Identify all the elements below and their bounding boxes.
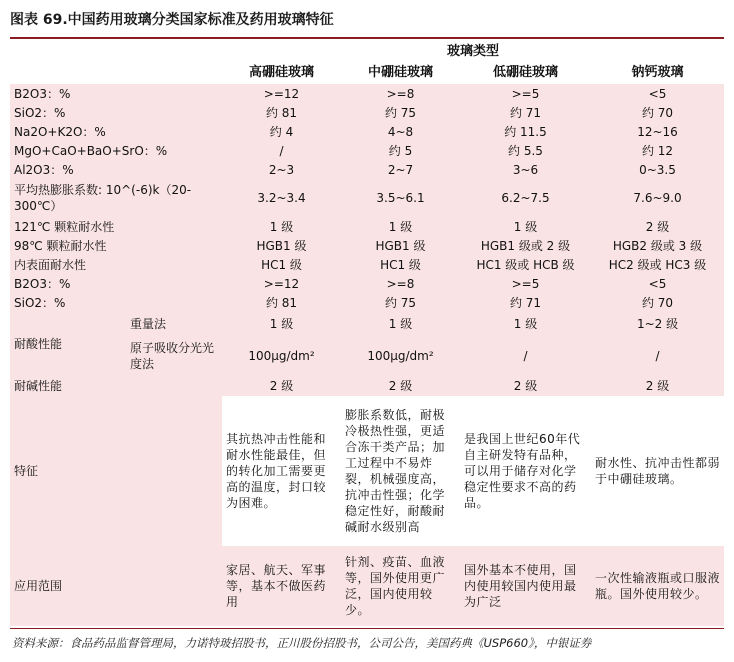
feature-text: 耐水性、抗冲击性都弱于中硼硅玻璃。 [591,396,724,546]
table-cell: 约 81 [222,293,341,312]
row-label: MgO+CaO+BaO+SrO：% [10,141,222,160]
table-row [10,84,724,103]
table-cell: 3.5~6.1 [341,179,460,217]
table-cell: / [460,336,591,376]
table-cell: 1 级 [222,217,341,236]
table-cell: 2 级 [341,376,460,396]
table-cell: 1 级 [460,312,591,336]
row-label: Na2O+K2O：% [10,122,222,141]
table-cell: 100μg/dm² [222,336,341,376]
column-header: 低硼硅玻璃 [492,65,558,80]
row-label: SiO2：% [10,293,222,312]
row-label: B2O3：% [10,274,222,293]
table-row [10,103,724,122]
table-cell: >=8 [341,84,460,103]
table-cell: 约 11.5 [460,122,591,141]
row-label: 特征 [10,396,222,546]
table-row [10,255,724,274]
table-row [10,236,724,255]
table-cell: 约 81 [222,103,341,122]
table-cell: 2~7 [341,160,460,179]
usage-text: 一次性输液瓶或口服液瓶。国外使用较少。 [591,546,724,626]
table-row [10,179,724,217]
table-cell: >=5 [460,274,591,293]
column-header: 高硼硅玻璃 [248,65,314,80]
table-cell: HC1 级 [341,255,460,274]
table-cell: 7.6~9.0 [591,179,724,217]
acid-resistance-label: 耐酸性能 [10,312,126,376]
table-cell: HC2 级或 HC3 级 [591,255,724,274]
feature-row [10,396,724,546]
table-cell: 约 71 [460,103,591,122]
table-cell: <5 [591,84,724,103]
table-cell: 约 75 [341,103,460,122]
table-row [10,274,724,293]
usage-text: 国外基本不使用，国内使用较国内使用最为广泛 [460,546,591,626]
source-note: 资料来源：食品药品监督管理局，力诺特玻招股书，正川股份招股书，公司公告，美国药典《USP660》，中银证券 [12,636,592,650]
column-header: 钠钙玻璃 [631,65,684,80]
figure-title: 图表 69.中国药用玻璃分类国家标准及药用玻璃特征 [10,12,334,28]
row-label: Al2O3：% [10,160,222,179]
table-cell: 100μg/dm² [341,336,460,376]
sub-row-label: 重量法 [126,312,222,336]
table-row [10,293,724,312]
table-row [10,376,724,396]
table-cell: >=12 [222,274,341,293]
table-row [10,312,724,336]
table-cell: 约 4 [222,122,341,141]
table-cell: 约 71 [460,293,591,312]
table-cell: 2 级 [222,376,341,396]
table-cell: 约 12 [591,141,724,160]
table-cell: 2 级 [460,376,591,396]
row-label: 平均热膨胀系数: 10^(-6)k（20-300℃） [10,179,222,217]
table-cell: >=5 [460,84,591,103]
table-row [10,122,724,141]
usage-text: 针剂、疫苗、血液等，国外使用更广泛，国内使用较少。 [341,546,460,626]
feature-text: 其抗热冲击性能和耐水性能最佳，但的转化加工需要更高的温度，封口较为困难。 [222,396,341,546]
table-cell: HC1 级 [222,255,341,274]
table-cell: >=8 [341,274,460,293]
header-columns-row [10,62,724,84]
usage-text: 家居、航天、军事等，基本不做医药用 [222,546,341,626]
table-cell: HGB2 级或 3 级 [591,236,724,255]
row-label: 耐碱性能 [10,376,222,396]
column-header: 中硼硅玻璃 [367,65,433,80]
table-cell: 12~16 [591,122,724,141]
table-cell: 1 级 [222,312,341,336]
table-cell: 6.2~7.5 [460,179,591,217]
table-row [10,160,724,179]
sub-row-label: 原子吸收分光光度法 [126,336,222,376]
row-label: 98℃ 颗粒耐水性 [10,236,222,255]
row-label: 121℃ 颗粒耐水性 [10,217,222,236]
usage-row [10,546,724,626]
table-cell: <5 [591,274,724,293]
table-cell: 4~8 [341,122,460,141]
table-cell: 约 70 [591,103,724,122]
row-label: 内表面耐水性 [10,255,222,274]
table-cell: HC1 级或 HCB 级 [460,255,591,274]
table-cell: 约 5.5 [460,141,591,160]
table-cell: 3.2~3.4 [222,179,341,217]
table-row [10,141,724,160]
table-cell: >=12 [222,84,341,103]
table-cell: 2 级 [591,376,724,396]
table-cell: / [222,141,341,160]
feature-text: 是我国上世纪60年代自主研发特有品种，可以用于储存对化学稳定性要求不高的药品。 [460,396,591,546]
table-cell: HGB1 级 [341,236,460,255]
row-label: 应用范围 [10,546,222,626]
row-label: SiO2：% [10,103,222,122]
table-cell: 约 70 [591,293,724,312]
table-cell: 0~3.5 [591,160,724,179]
table-cell: 1 级 [460,217,591,236]
table-cell: 2 级 [591,217,724,236]
table-cell: 3~6 [460,160,591,179]
table-cell: 约 75 [341,293,460,312]
bottom-rule [10,628,724,629]
feature-text: 膨胀系数低，耐极冷极热性强，更适合冻干类产品；加工过程中不易炸裂，机械强度高，抗冲击性强；化学稳定性好，耐酸耐碱耐水级别高 [341,396,460,546]
table-cell: 2~3 [222,160,341,179]
table-cell: 1~2 级 [591,312,724,336]
table-cell: 1 级 [341,312,460,336]
table-cell: 约 5 [341,141,460,160]
table-cell: / [591,336,724,376]
glass-type-header: 玻璃类型 [447,44,500,59]
table-row [10,217,724,236]
table-cell: 1 级 [341,217,460,236]
row-label: B2O3：% [10,84,222,103]
glass-standard-table [10,42,724,626]
top-rule [10,37,724,39]
table-cell: HGB1 级或 2 级 [460,236,591,255]
header-group-row [10,42,724,62]
table-cell: HGB1 级 [222,236,341,255]
